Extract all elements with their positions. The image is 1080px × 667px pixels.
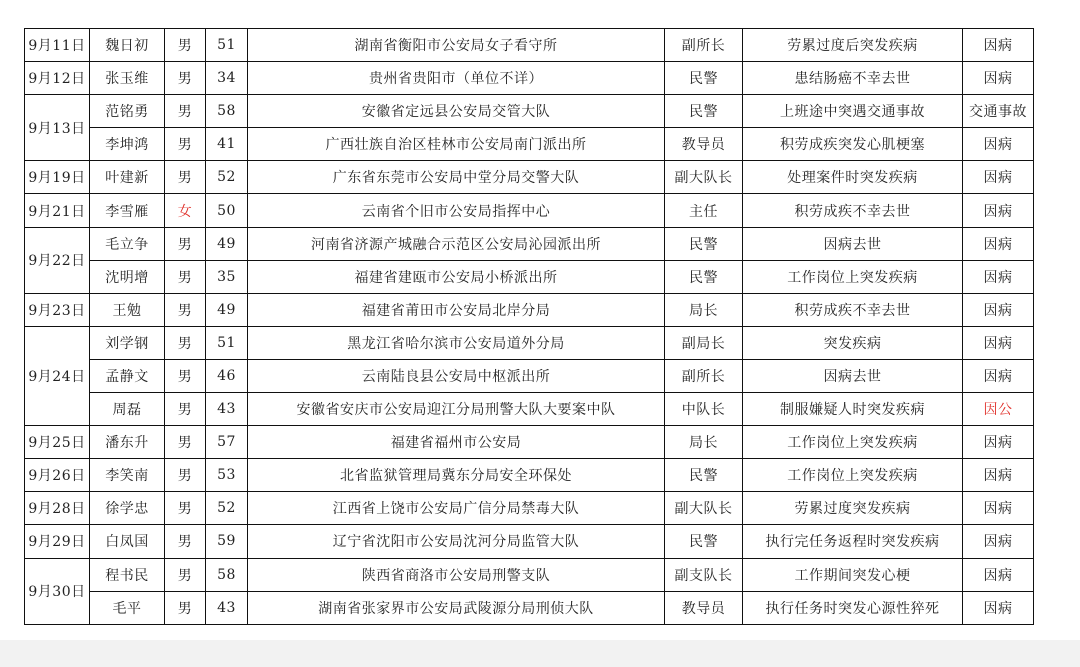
name-cell: 王勉 xyxy=(90,293,165,326)
position-cell: 中队长 xyxy=(665,393,743,426)
unit-cell: 福建省福州市公安局 xyxy=(248,426,665,459)
name-cell: 刘学钢 xyxy=(90,326,165,359)
cause-cell: 因病 xyxy=(963,29,1034,62)
cause-cell: 交通事故 xyxy=(963,95,1034,128)
name-cell: 孟静文 xyxy=(90,359,165,392)
name-cell: 徐学忠 xyxy=(90,492,165,525)
detail-cell: 制服嫌疑人时突发疾病 xyxy=(743,393,963,426)
table-row xyxy=(25,194,1034,227)
table-row xyxy=(25,492,1034,525)
age-cell: 43 xyxy=(206,591,248,624)
gender-cell: 男 xyxy=(165,393,206,426)
position-cell: 局长 xyxy=(665,293,743,326)
unit-cell: 辽宁省沈阳市公安局沈河分局监管大队 xyxy=(248,525,665,558)
unit-cell: 北省监狱管理局冀东分局安全环保处 xyxy=(248,459,665,492)
unit-cell: 湖南省衡阳市公安局女子看守所 xyxy=(248,29,665,62)
name-cell: 范铭勇 xyxy=(90,95,165,128)
date-cell: 9月30日 xyxy=(25,558,90,624)
age-cell: 34 xyxy=(206,62,248,95)
table-row xyxy=(25,558,1034,591)
age-cell: 51 xyxy=(206,29,248,62)
age-cell: 35 xyxy=(206,260,248,293)
unit-cell: 江西省上饶市公安局广信分局禁毒大队 xyxy=(248,492,665,525)
unit-cell: 黑龙江省哈尔滨市公安局道外分局 xyxy=(248,326,665,359)
unit-cell: 贵州省贵阳市（单位不详） xyxy=(248,62,665,95)
gender-cell: 男 xyxy=(165,459,206,492)
detail-cell: 积劳成疾突发心肌梗塞 xyxy=(743,128,963,161)
position-cell: 副支队长 xyxy=(665,558,743,591)
detail-cell: 执行完任务返程时突发疾病 xyxy=(743,525,963,558)
date-cell: 9月19日 xyxy=(25,161,90,194)
name-cell: 潘东升 xyxy=(90,426,165,459)
age-cell: 58 xyxy=(206,95,248,128)
detail-cell: 工作岗位上突发疾病 xyxy=(743,260,963,293)
age-cell: 49 xyxy=(206,293,248,326)
cause-cell: 因公 xyxy=(963,393,1034,426)
table-body xyxy=(25,29,1034,625)
gender-cell: 男 xyxy=(165,492,206,525)
position-cell: 民警 xyxy=(665,459,743,492)
position-cell: 民警 xyxy=(665,227,743,260)
age-cell: 59 xyxy=(206,525,248,558)
age-cell: 46 xyxy=(206,359,248,392)
date-cell: 9月11日 xyxy=(25,29,90,62)
unit-cell: 安徽省安庆市公安局迎江分局刑警大队大要案中队 xyxy=(248,393,665,426)
cause-cell: 因病 xyxy=(963,558,1034,591)
casualty-table xyxy=(24,28,1034,625)
date-cell: 9月12日 xyxy=(25,62,90,95)
name-cell: 毛平 xyxy=(90,591,165,624)
table-row xyxy=(25,393,1034,426)
cause-cell: 因病 xyxy=(963,459,1034,492)
age-cell: 57 xyxy=(206,426,248,459)
age-cell: 41 xyxy=(206,128,248,161)
table-row xyxy=(25,459,1034,492)
name-cell: 沈明增 xyxy=(90,260,165,293)
gender-cell: 男 xyxy=(165,558,206,591)
table-row xyxy=(25,62,1034,95)
table-row xyxy=(25,591,1034,624)
cause-cell: 因病 xyxy=(963,62,1034,95)
gender-cell: 男 xyxy=(165,426,206,459)
detail-cell: 突发疾病 xyxy=(743,326,963,359)
name-cell: 李笑南 xyxy=(90,459,165,492)
table-row xyxy=(25,525,1034,558)
table-row xyxy=(25,161,1034,194)
unit-cell: 云南省个旧市公安局指挥中心 xyxy=(248,194,665,227)
position-cell: 副所长 xyxy=(665,29,743,62)
detail-cell: 患结肠癌不幸去世 xyxy=(743,62,963,95)
detail-cell: 劳累过度突发疾病 xyxy=(743,492,963,525)
age-cell: 50 xyxy=(206,194,248,227)
detail-cell: 工作期间突发心梗 xyxy=(743,558,963,591)
date-cell: 9月24日 xyxy=(25,326,90,425)
gender-cell: 男 xyxy=(165,128,206,161)
name-cell: 魏日初 xyxy=(90,29,165,62)
position-cell: 局长 xyxy=(665,426,743,459)
gender-cell: 男 xyxy=(165,95,206,128)
table-row xyxy=(25,29,1034,62)
bottom-margin xyxy=(0,640,1080,667)
unit-cell: 广东省东莞市公安局中堂分局交警大队 xyxy=(248,161,665,194)
gender-cell: 男 xyxy=(165,591,206,624)
position-cell: 副所长 xyxy=(665,359,743,392)
gender-cell: 男 xyxy=(165,326,206,359)
gender-cell: 男 xyxy=(165,293,206,326)
table-row xyxy=(25,426,1034,459)
age-cell: 43 xyxy=(206,393,248,426)
gender-cell: 女 xyxy=(165,194,206,227)
unit-cell: 陕西省商洛市公安局刑警支队 xyxy=(248,558,665,591)
detail-cell: 因病去世 xyxy=(743,359,963,392)
unit-cell: 福建省莆田市公安局北岸分局 xyxy=(248,293,665,326)
name-cell: 李坤鸿 xyxy=(90,128,165,161)
gender-cell: 男 xyxy=(165,62,206,95)
name-cell: 程书民 xyxy=(90,558,165,591)
position-cell: 民警 xyxy=(665,525,743,558)
table-row xyxy=(25,95,1034,128)
date-cell: 9月21日 xyxy=(25,194,90,227)
cause-cell: 因病 xyxy=(963,194,1034,227)
unit-cell: 湖南省张家界市公安局武陵源分局刑侦大队 xyxy=(248,591,665,624)
date-cell: 9月28日 xyxy=(25,492,90,525)
name-cell: 周磊 xyxy=(90,393,165,426)
gender-cell: 男 xyxy=(165,29,206,62)
name-cell: 毛立争 xyxy=(90,227,165,260)
gender-cell: 男 xyxy=(165,260,206,293)
unit-cell: 福建省建瓯市公安局小桥派出所 xyxy=(248,260,665,293)
position-cell: 教导员 xyxy=(665,591,743,624)
cause-cell: 因病 xyxy=(963,161,1034,194)
age-cell: 52 xyxy=(206,161,248,194)
name-cell: 叶建新 xyxy=(90,161,165,194)
detail-cell: 工作岗位上突发疾病 xyxy=(743,426,963,459)
age-cell: 49 xyxy=(206,227,248,260)
gender-cell: 男 xyxy=(165,359,206,392)
detail-cell: 因病去世 xyxy=(743,227,963,260)
detail-cell: 劳累过度后突发疾病 xyxy=(743,29,963,62)
date-cell: 9月22日 xyxy=(25,227,90,293)
gender-cell: 男 xyxy=(165,525,206,558)
age-cell: 51 xyxy=(206,326,248,359)
detail-cell: 执行任务时突发心源性猝死 xyxy=(743,591,963,624)
cause-cell: 因病 xyxy=(963,227,1034,260)
table-row xyxy=(25,128,1034,161)
detail-cell: 积劳成疾不幸去世 xyxy=(743,194,963,227)
table-row xyxy=(25,227,1034,260)
age-cell: 52 xyxy=(206,492,248,525)
date-cell: 9月25日 xyxy=(25,426,90,459)
name-cell: 李雪雁 xyxy=(90,194,165,227)
detail-cell: 处理案件时突发疾病 xyxy=(743,161,963,194)
position-cell: 民警 xyxy=(665,260,743,293)
position-cell: 副大队长 xyxy=(665,492,743,525)
table-row xyxy=(25,260,1034,293)
cause-cell: 因病 xyxy=(963,293,1034,326)
cause-cell: 因病 xyxy=(963,492,1034,525)
date-cell: 9月26日 xyxy=(25,459,90,492)
gender-cell: 男 xyxy=(165,227,206,260)
cause-cell: 因病 xyxy=(963,359,1034,392)
position-cell: 副局长 xyxy=(665,326,743,359)
position-cell: 副大队长 xyxy=(665,161,743,194)
cause-cell: 因病 xyxy=(963,260,1034,293)
cause-cell: 因病 xyxy=(963,426,1034,459)
unit-cell: 河南省济源产城融合示范区公安局沁园派出所 xyxy=(248,227,665,260)
date-cell: 9月29日 xyxy=(25,525,90,558)
detail-cell: 积劳成疾不幸去世 xyxy=(743,293,963,326)
age-cell: 53 xyxy=(206,459,248,492)
position-cell: 主任 xyxy=(665,194,743,227)
unit-cell: 广西壮族自治区桂林市公安局南门派出所 xyxy=(248,128,665,161)
table-row xyxy=(25,326,1034,359)
detail-cell: 上班途中突遇交通事故 xyxy=(743,95,963,128)
age-cell: 58 xyxy=(206,558,248,591)
name-cell: 白凤国 xyxy=(90,525,165,558)
table-row xyxy=(25,359,1034,392)
cause-cell: 因病 xyxy=(963,525,1034,558)
position-cell: 民警 xyxy=(665,62,743,95)
name-cell: 张玉维 xyxy=(90,62,165,95)
cause-cell: 因病 xyxy=(963,591,1034,624)
date-cell: 9月13日 xyxy=(25,95,90,161)
gender-cell: 男 xyxy=(165,161,206,194)
cause-cell: 因病 xyxy=(963,128,1034,161)
table-row xyxy=(25,293,1034,326)
position-cell: 教导员 xyxy=(665,128,743,161)
date-cell: 9月23日 xyxy=(25,293,90,326)
cause-cell: 因病 xyxy=(963,326,1034,359)
detail-cell: 工作岗位上突发疾病 xyxy=(743,459,963,492)
unit-cell: 安徽省定远县公安局交管大队 xyxy=(248,95,665,128)
unit-cell: 云南陆良县公安局中枢派出所 xyxy=(248,359,665,392)
position-cell: 民警 xyxy=(665,95,743,128)
